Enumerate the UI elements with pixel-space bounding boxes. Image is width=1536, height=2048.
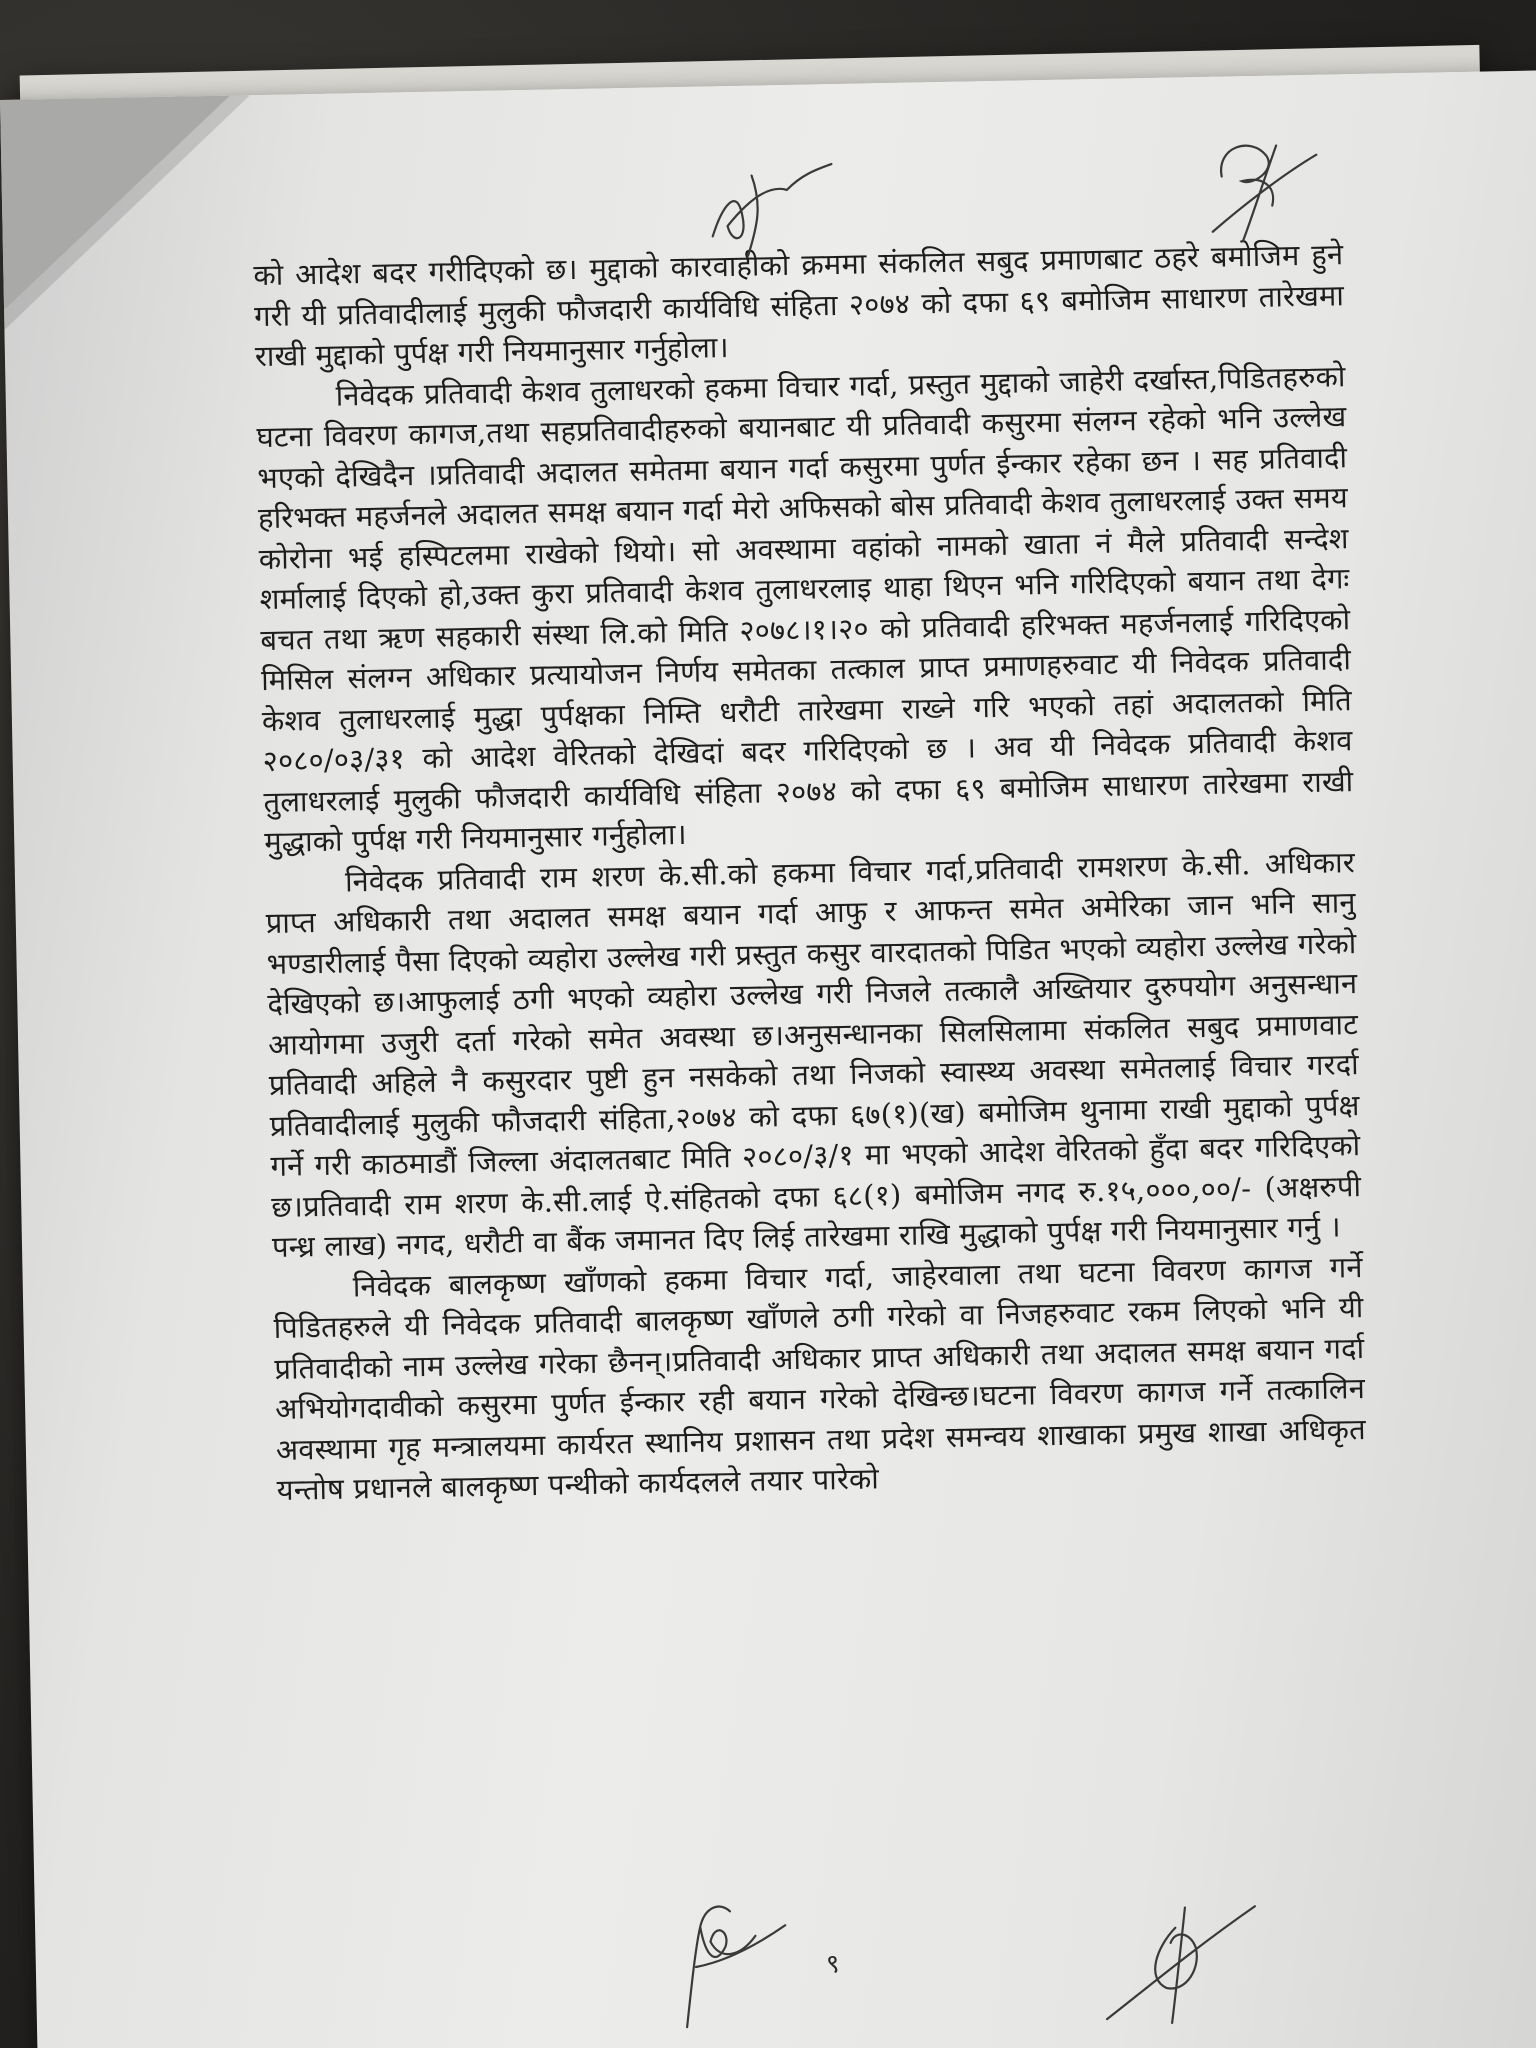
signature-bottom-left	[654, 1885, 797, 2038]
paragraph-continuation: को आदेश बदर गरीदिएको छ। मुद्दाको कारवाहीको क्रममा संकलित सबुद प्रमाणबाट ठहरे बमोजिम हुने गरी यी प्रतिवादीलाई मुलुकी फौजदारी कार्यविधि संहिता २०७४ को दफा ६९ बमोजिम साधारण तारेखमा राखी मुद्दाको पुर्पक्ष गरी नियमानुसार गर्नुहोला।	[253, 237, 1345, 374]
document-page	[0, 70, 1536, 2048]
folded-corner	[0, 96, 234, 310]
signature-bottom-right	[1084, 1866, 1267, 2029]
signature-top-right	[1181, 115, 1323, 248]
paragraph-balkrishna-khan: निवेदक बालकृष्ण खाँणको हकमा विचार गर्दा, जाहेरवाला तथा घटना विवरण कागज गर्ने पिडितहरुले यी निवेदक प्रतिवादी बालकृष्ण खाँणले ठगी गरेको वा निजहरुवाट रकम लिएको भनि यी प्रतिवादीको नाम उल्लेख गरेका छैनन्।प्रतिवादी अधिकार प्राप्त अधिकारी तथा अदालत समक्ष बयान गर्दा अभियोगदावीको कसुरमा पुर्णत ईन्कार रही बयान गरेको देखिन्छ।घटना विवरण कागज गर्ने तत्कालिन अवस्थामा गृह मन्त्रालयमा कार्यरत स्थानिय प्रशासन तथा प्रदेश समन्वय शाखाका प्रमुख शाखा अधिकृत यन्तोष प्रधानले बालकृष्ण पन्थीको कार्यदलले तयार पारेको	[273, 1249, 1367, 1507]
body-text	[253, 234, 1367, 1510]
page-number: ९	[825, 1949, 840, 1980]
paragraph-keshav-tuladhar: निवेदक प्रतिवादी केशव तुलाधरको हकमा विचार गर्दा, प्रस्तुत मुद्दाको जाहेरी दर्खास्त,पिडितहरुको घटना विवरण कागज,तथा सहप्रतिवादीहरुको बयानबाट यी प्रतिवादी कसुरमा संलग्न रहेको भनि उल्लेख भएको देखिदैन ।प्रतिवादी अदालत समेतमा बयान गर्दा कसुरमा पुर्णत ईन्कार रहेका छन । सह प्रतिवादी हरिभक्त महर्जनले अदालत समक्ष बयान गर्दा मेरो अफिसको बोस प्रतिवादी केशव तुलाधरलाई उक्त समय कोरोना भई हस्पिटलमा राखेको थियो। सो अवस्थामा वहांको नामको खाता नं मैले प्रतिवादी सन्देश शर्मालाई दिएको हो,उक्त कुरा प्रतिवादी केशव तुलाधरलाइ थाहा थिएन भनि गरिदिएको बयान तथा देगः बचत तथा ऋण सहकारी संस्था लि.को मिति २०७८।१।२० को प्रतिवादी हरिभक्त महर्जनलाई गरिदिएको मिसिल संलग्न अधिकार प्रत्यायोजन निर्णय समेतका तत्काल प्राप्त प्रमाणहरुवाट यी निवेदक प्रतिवादी केशव तुलाधरलाई मुद्धा पुर्पक्षका निम्ति धरौटी तारेखमा राख्ने गरि भएको तहां अदालतको मिति २०८०/०३/३१ को आदेश वेरितको देखिदां बदर गरिदिएको छ ।‌ अव यी निवेदक प्रतिवादी केशव तुलाधरलाई मुलुकी फौजदारी कार्यविधि संहिता २०७४ को दफा ६९ बमोजिम साधारण तारेखमा राखी मुद्धाको पुर्पक्ष गरी नियमानुसार गर्नुहोला।	[256, 358, 1354, 860]
paragraph-ram-sharan-kc: निवेदक प्रतिवादी राम शरण के.सी.को हकमा विचार गर्दा,प्रतिवादी रामशरण के.सी. अधिकार प्राप्त अधिकारी तथा अदालत समक्ष बयान गर्दा आफु र आफन्त समेत अमेरिका जान भनि सानु भण्डारीलाई पैसा दिएको व्यहोरा उल्लेख गरी प्रस्तुत कसुर वारदातको पिडित भएको व्यहोरा उल्लेख गरेको देखिएको छ।आफुलाई ठगी भएको व्यहोरा उल्लेख गरी निजले तत्कालै अख्तियार दुरुपयोग अनुसन्धान आयोगमा उजुरी दर्ता गरेको समेत अवस्था छ।अनुसन्धानका सिलसिलामा संकलित सबुद प्रमाणवाट प्रतिवादी अहिले नै कसुरदार पुष्टी हुन नसकेको तथा निजको स्वास्थ्य अवस्था समेतलाई विचार गरर्दा प्रतिवादीलाई मुलुकी फौजदारी संहिता,२०७४ को दफा ६७(१)(ख) बमोजिम थुनामा राखी मुद्दाको पुर्पक्ष गर्ने गरी काठमाडौं जिल्ला अंदालतबाट मिति २०८०/३/१ मा भएको आदेश वेरितको हुँदा बदर गरिदिएको छ।प्रतिवादी राम शरण के.सी.लाई ऐ.संहितको दफा ६८(१) बमोजिम नगद रु.१५,०००,००/- (अक्षरुपी पन्ध्र लाख) नगद, धरौटी वा बैंक जमानत दिए लिई तारेखमा राखि मुद्धाको पुर्पक्ष गरी नियमानुसार गर्नु ।	[265, 844, 1362, 1264]
